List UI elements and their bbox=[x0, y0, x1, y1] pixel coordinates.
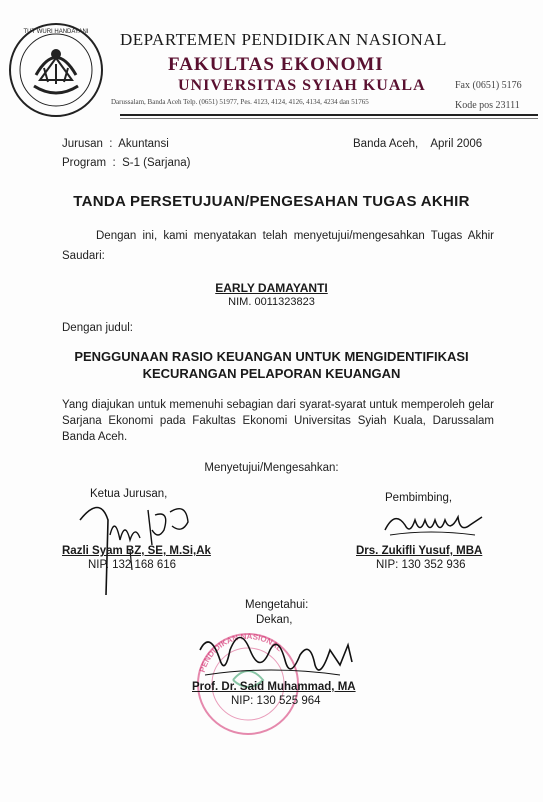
purpose-paragraph: Yang diajukan untuk memenuhi sebagian dari syarat-syarat untuk memperoleh gelar Sarjana Ekonomi pada Fakultas Ekonomi Universitas Syiah Kuala, Darussalam Banda Aceh. bbox=[62, 399, 494, 443]
kajur-nip: NIP. 132 168 616 bbox=[88, 559, 177, 571]
logo-text: TUT WURI HANDAYANI bbox=[23, 29, 89, 35]
thesis-title bbox=[0, 348, 543, 382]
faculty-name: FAKULTAS EKONOMI bbox=[168, 54, 384, 75]
student-name: EARLY DAMAYANTI bbox=[215, 281, 328, 295]
thesis-title-line-1: PENGGUNAAN RASIO KEUANGAN UNTUK MENGIDENTIFIKASI bbox=[74, 349, 469, 364]
kajur-name: Razli Syam BZ, SE, M.Si,Ak bbox=[62, 545, 211, 557]
pembimbing-name: Drs. Zukifli Yusuf, MBA bbox=[356, 545, 483, 557]
header-rule-thin bbox=[120, 118, 538, 119]
university-name: UNIVERSITAS SYIAH KUALA bbox=[178, 77, 426, 94]
fax-number: Fax (0651) 5176 bbox=[455, 80, 522, 91]
program-field: Program : S-1 (Sarjana) bbox=[62, 157, 191, 169]
dekan-name: Prof. Dr. Said Muhammad, MA bbox=[192, 681, 356, 693]
university-logo-icon bbox=[6, 20, 106, 120]
student-nim: NIM. 0011323823 bbox=[228, 296, 315, 308]
department-field: Jurusan : Akuntansi bbox=[62, 138, 169, 150]
kajur-role: Ketua Jurusan, bbox=[90, 488, 168, 500]
department-name: DEPARTEMEN PENDIDIKAN NASIONAL bbox=[120, 30, 447, 49]
document-title: TANDA PERSETUJUAN/PENGESAHAN TUGAS AKHIR bbox=[73, 193, 470, 210]
approval-heading: Menyetujui/Mengesahkan: bbox=[204, 462, 339, 474]
pembimbing-nip: NIP: 130 352 936 bbox=[376, 559, 466, 571]
header-rule bbox=[120, 114, 538, 116]
signature-pembimbing-icon bbox=[380, 505, 490, 545]
dekan-nip: NIP: 130 525 964 bbox=[231, 695, 321, 707]
stamp-text: PENDIDIKAN NASIONAL bbox=[197, 631, 284, 674]
pembimbing-role: Pembimbing, bbox=[385, 492, 453, 504]
place-date: Banda Aceh, April 2006 bbox=[353, 138, 483, 150]
judul-label: Dengan judul: bbox=[62, 322, 133, 334]
intro-paragraph: Dengan ini, kami menyatakan telah menyetujui/mengesahkan Tugas Akhir Saudari: bbox=[62, 230, 494, 262]
address-line: Darussalam, Banda Aceh Telp. (0651) 51977, Pes. 4123, 4124, 4126, 4134, 4234 dan 51765 bbox=[111, 98, 369, 106]
dekan-role-line-2: Dekan, bbox=[256, 614, 293, 626]
thesis-title-line-2: KECURANGAN PELAPORAN KEUANGAN bbox=[142, 366, 401, 381]
postal-code: Kode pos 23111 bbox=[455, 100, 520, 111]
dekan-role-line-1: Mengetahui: bbox=[245, 599, 309, 611]
